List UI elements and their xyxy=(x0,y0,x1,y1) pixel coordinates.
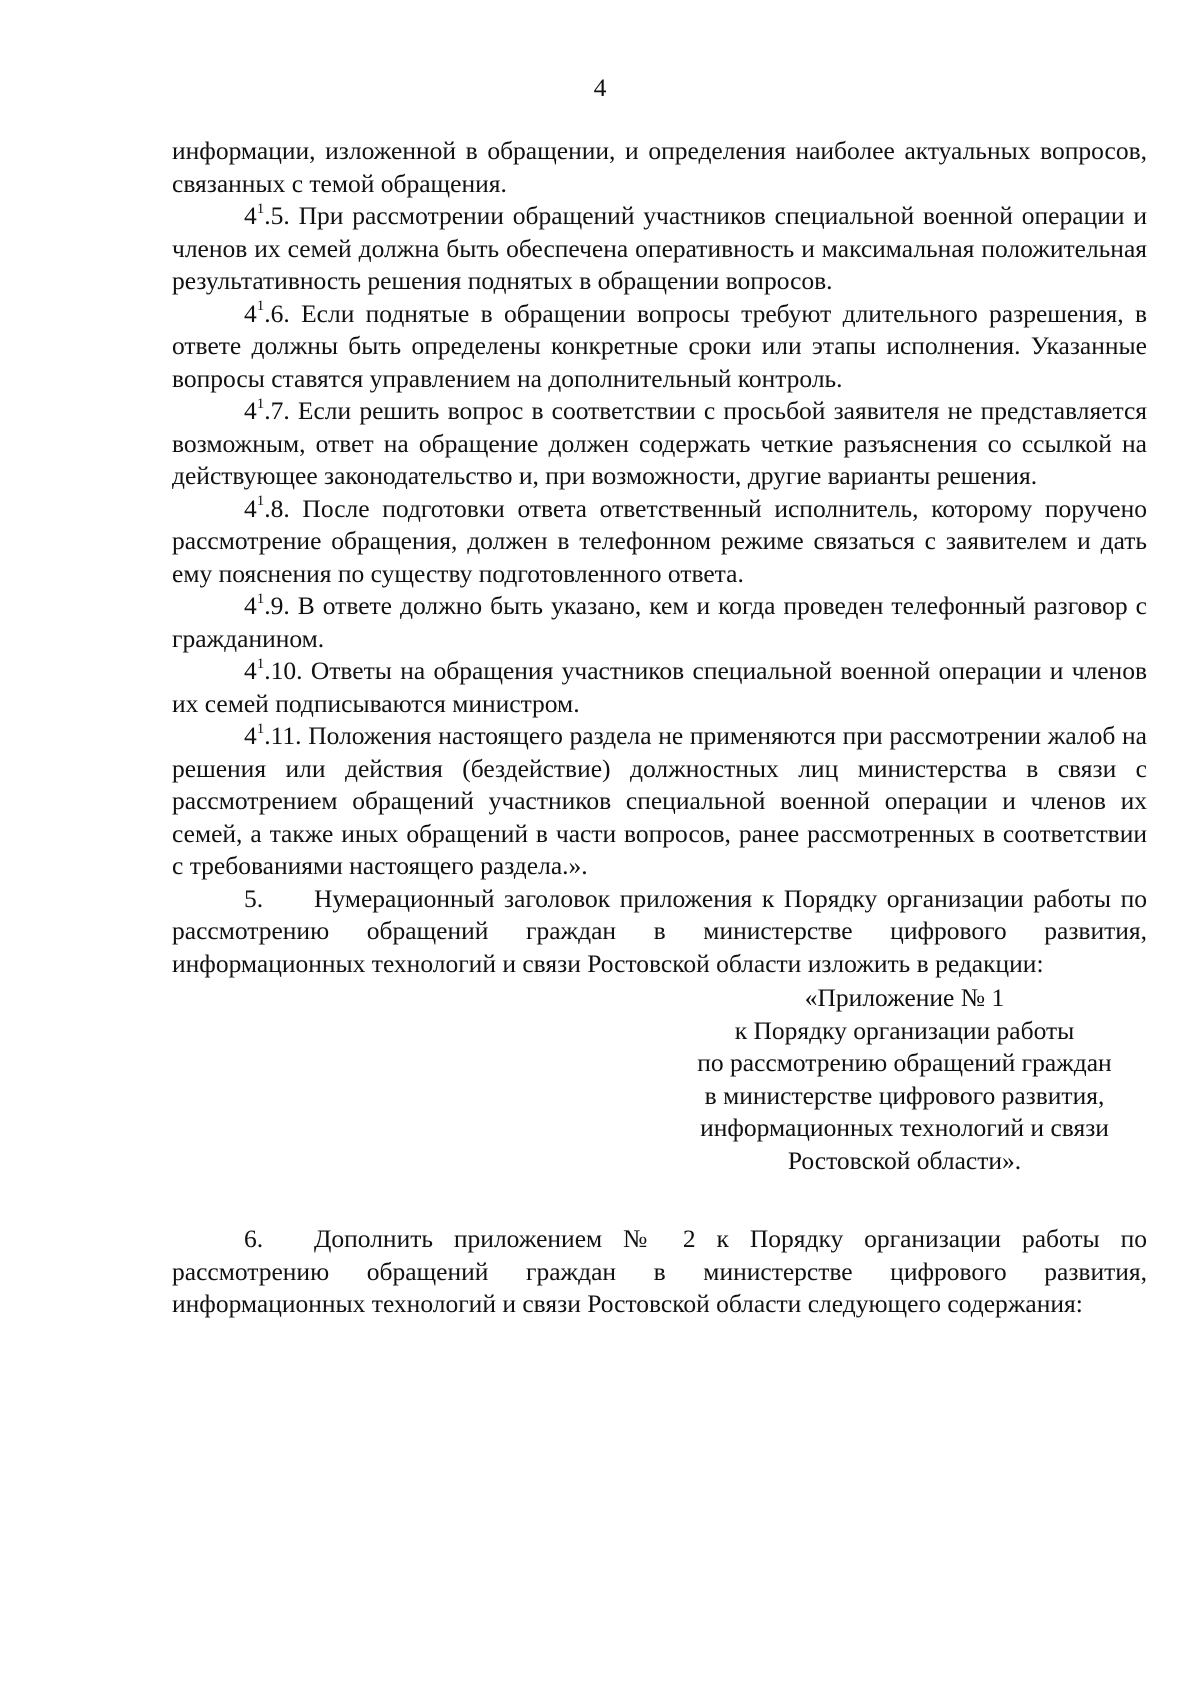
paragraph-4-1-8: $4^1.8$. После подготовки ответа ответственный исполнитель, которому поручено рассмотрение обращения, должен в телефонном режиме связаться с заявителем и дать ему пояснения по существу подготовленного ответа. xyxy=(172,493,1147,588)
appendix-line: к Порядку организации работы xyxy=(734,1015,1075,1045)
paragraph-4-1-9: $4^1.9$. В ответе должно быть указано, кем и когда проведен телефонный разговор с гражданином. xyxy=(172,590,1147,653)
appendix-line: информационных технологий и связи xyxy=(700,1113,1109,1142)
appendix-heading-block xyxy=(172,982,1147,1177)
page-number: 4 xyxy=(593,73,607,102)
appendix-line: по рассмотрению обращений граждан xyxy=(697,1048,1112,1077)
paragraph-4-1-6: $4^1.6$. Если поднятые в обращении вопросы требуют длительного разрешения, в ответе должны быть определены конкретные сроки или этапы исполнения. Указанные вопросы ставятся управлением на дополнительный контроль. xyxy=(172,298,1147,393)
appendix-line: «Приложение № 1 xyxy=(804,983,1005,1012)
document-body xyxy=(172,135,1147,1321)
paragraph-4-1-7: $4^1.7$. Если решить вопрос в соответствии с просьбой заявителя не представляется возможным, ответ на обращение должен содержать четкие разъяснения со ссылкой на действующее законодательство и, при возможности, другие варианты решения. xyxy=(172,395,1147,490)
spacer xyxy=(172,1177,1147,1223)
paragraph-4-1-5: $4^1.5$. При рассмотрении обращений участников специальной военной операции и членов их семей должна быть обеспечена оперативность и максимальная положительная результативность решения поднятых в обращении вопросов. xyxy=(172,200,1147,295)
paragraph-4-1-10: $4^1.10$. Ответы на обращения участников специальной военной операции и членов их семей подписываются министром. xyxy=(172,655,1147,718)
paragraph-4-1-11: $4^1.11$. Положения настоящего раздела не применяются при рассмотрении жалоб на решения или действия (бездействие) должностных лиц министерства в связи с рассмотрением обращений участников специальной военной операции и членов их семей, а также иных обращений в части вопросов, ранее рассмотренных в соответствии с требованиями настоящего раздела.». xyxy=(172,720,1147,880)
paragraph-6: 6. Дополнить приложением № 2 к Порядку организации работы по рассмотрению обращений граждан в министерстве цифрового развития, информационных технологий и связи Ростовской области следующего содержания: xyxy=(172,1224,1147,1318)
appendix-line: в министерстве цифрового развития, xyxy=(704,1080,1105,1110)
appendix-line: Ростовской области». xyxy=(787,1145,1022,1175)
paragraph-5: 5. Нумерационный заголовок приложения к Порядку организации работы по рассмотрению обращений граждан в министерстве цифрового развития, информационных технологий и связи Ростовской области изложить в редакции: xyxy=(172,883,1147,978)
paragraph-continuation: информации, изложенной в обращении, и определения наиболее актуальных вопросов, связанных с темой обращения. xyxy=(172,136,1147,198)
